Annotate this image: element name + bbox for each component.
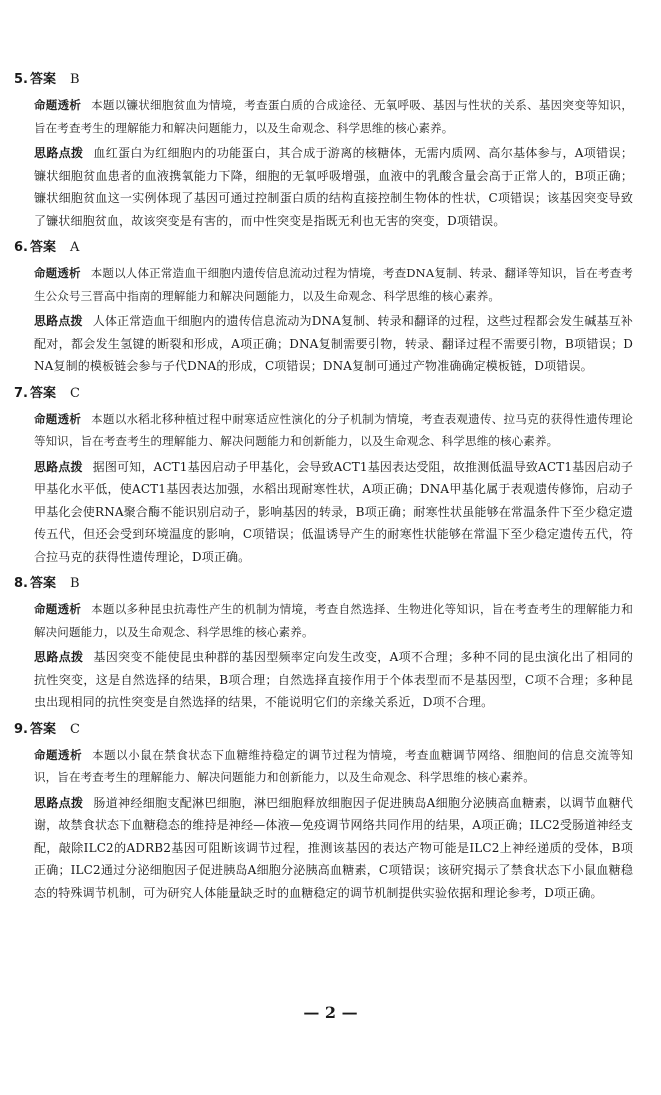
analysis-label: 命题透析 (34, 747, 83, 762)
analysis-label: 命题透析 (34, 98, 82, 112)
question-8 (14, 574, 633, 714)
question-number: 8. (14, 576, 28, 591)
question-number: 6. (14, 240, 28, 255)
answer-value: B (70, 72, 80, 87)
analysis-label: 命题透析 (34, 266, 81, 280)
analysis-paragraph (34, 744, 633, 789)
hint-paragraph (34, 646, 633, 714)
hint-paragraph (34, 792, 633, 905)
hint-label: 思路点拨 (34, 146, 84, 160)
hint-paragraph (34, 310, 633, 378)
analysis-paragraph (34, 598, 633, 643)
analysis-text: 本题以人体正常造血干细胞内遗传信息流动过程为情境，考查DNA复制、转录、翻译等知识，旨在考查考生公众号三晋高中指南的理解能力和解决问题能力，以及生命观念、科学思维的核心素养。 (34, 266, 633, 303)
analysis-label: 命题透析 (34, 411, 82, 426)
hint-text: 基因突变不能使昆虫种群的基因型频率定向发生改变，A项不合理；多种不同的昆虫演化出了相同的抗性突变，这是自然选择的结果，B项合理；自然选择直接作用于个体表型而不是基因型，C项不合理；多种昆虫出现相同的抗性突变是自然选择的结果，不能说明它们的亲缘关系近，D项不合理。 (34, 650, 633, 709)
answer-value: C (70, 721, 80, 737)
analysis-label: 命题透析 (34, 602, 82, 616)
analysis-paragraph (34, 408, 633, 453)
question-header (14, 70, 633, 90)
analysis-paragraph (34, 94, 633, 139)
question-header (14, 720, 633, 740)
question-7 (14, 384, 633, 569)
question-9 (14, 720, 633, 905)
hint-text: 血红蛋白为红细胞内的功能蛋白，其合成于游离的核糖体，无需内质网、高尔基体参与，A项错误；镰状细胞贫血患者的血液携氧能力下降，细胞的无氧呼吸增强，血液中的乳酸含量会高于正常人的，B项正确；镰状细胞贫血这一实例体现了基因可通过控制蛋白质的结构直接控制生物体的性状，C项错误；该基因突变导致了镰状细胞贫血，故该突变是有害的，而中性突变是指既无利也无害的突变，D项错误。 (34, 146, 633, 228)
answer-label: 答案 (29, 385, 56, 401)
hint-label: 思路点拨 (34, 795, 84, 810)
question-number: 5. (14, 72, 28, 87)
question-6 (14, 238, 633, 378)
question-number: 7. (14, 385, 28, 401)
hint-label: 思路点拨 (34, 459, 83, 474)
analysis-text: 本题以多种昆虫抗毒性产生的机制为情境，考查自然选择、生物进化等知识，旨在考查考生的理解能力和解决问题能力，以及生命观念、科学思维的核心素养。 (34, 602, 633, 639)
hint-paragraph (34, 142, 633, 232)
answer-label: 答案 (29, 240, 56, 255)
answer-label: 答案 (29, 72, 56, 87)
answer-label: 答案 (29, 576, 56, 591)
analysis-text: 本题以水稻北移种植过程中耐寒适应性演化的分子机制为情境，考查表观遗传、拉马克的获得性遗传理论等知识，旨在考查考生的理解能力、解决问题能力和创新能力，以及生命观念、科学思维的核心素养。 (34, 411, 633, 448)
analysis-text: 本题以小鼠在禁食状态下血糖维持稳定的调节过程为情境，考查血糖调节网络、细胞间的信息交流等知识，旨在考查考生的理解能力、解决问题能力和创新能力，以及生命观念、科学思维的核心素养。 (34, 747, 633, 784)
hint-label: 思路点拨 (34, 314, 83, 328)
question-header (14, 238, 633, 258)
answer-value: B (70, 576, 80, 591)
question-header (14, 574, 633, 594)
analysis-text: 本题以镰状细胞贫血为情境，考查蛋白质的合成途径、无氧呼吸、基因与性状的关系、基因突变等知识，旨在考查考生的理解能力和解决问题能力，以及生命观念、科学思维的核心素养。 (34, 98, 633, 135)
hint-paragraph (34, 456, 633, 569)
question-header (14, 384, 633, 404)
page-number: — 2 — (303, 1003, 358, 1022)
answer-value: A (70, 240, 80, 255)
analysis-paragraph (34, 262, 633, 307)
question-5 (14, 70, 633, 232)
hint-text: 人体正常造血干细胞内的遗传信息流动为DNA复制、转录和翻译的过程，这些过程都会发生碱基互补配对，都会发生氢键的断裂和形成，A项正确；DNA复制需要引物，转录、翻译过程不需要引物，B项错误；DNA复制的模板链会参与子代DNA的形成，C项错误；DNA复制可通过产物准确确定模板链，D项错误。 (34, 314, 633, 373)
hint-text: 肠道神经细胞支配淋巴细胞，淋巴细胞释放细胞因子促进胰岛A细胞分泌胰高血糖素，以调节血糖代谢，故禁食状态下血糖稳态的维持是神经—体液—免疫调节网络共同作用的结果，A项正确；ILC2受肠道神经支配，敲除ILC2的ADRB2基因可阻断该调节过程，推测该基因的表达产物可能是ILC2上神经递质的受体，B项正确；ILC2通过分泌细胞因子促进胰岛A细胞分泌胰高血糖素，C项错误；该研究揭示了禁食状态下小鼠血糖稳态的特殊调节机制，可为研究人体能量缺乏时的血糖稳定的调节机制提供实验依据和理论参考，D项正确。 (34, 795, 633, 900)
answer-value: C (70, 385, 80, 401)
answer-label: 答案 (29, 721, 56, 737)
hint-text: 据图可知，ACT1基因启动子甲基化，会导致ACT1基因表达受阻，故推测低温导致ACT1基因启动子甲基化水平低，使ACT1基因表达加强，水稻出现耐寒性状，A项正确；DNA甲基化属于表观遗传修饰，启动子甲基化会使RNA聚合酶不能识别启动子，影响基因的转录，B项正确；耐寒性状虽能够在常温条件下至少稳定遗传五代，但还会受到环境温度的影响，C项错误；低温诱导产生的耐寒性状能够在常温下至少稳定遗传五代，符合拉马克的获得性遗传理论，D项正确。 (34, 459, 633, 564)
hint-label: 思路点拨 (34, 650, 84, 664)
question-number: 9. (14, 721, 28, 737)
